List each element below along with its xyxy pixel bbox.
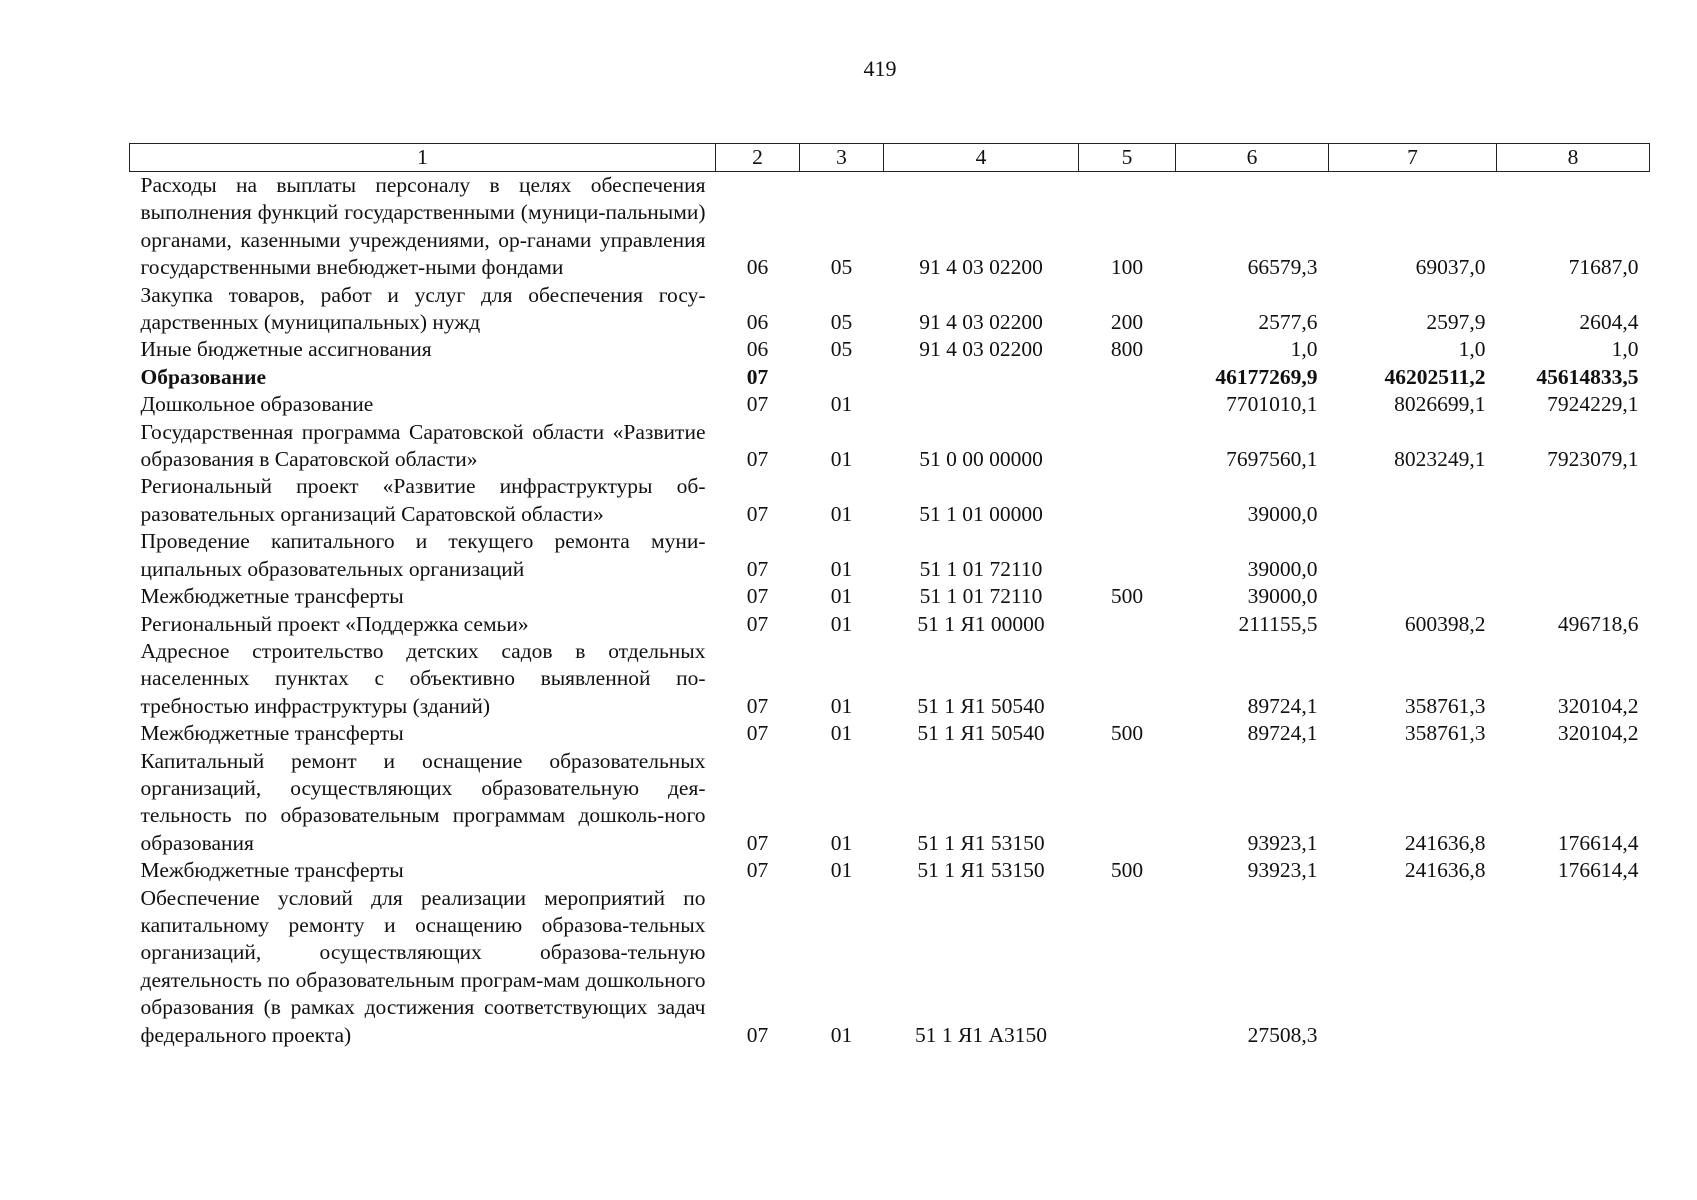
row-name: Проведение капитального и текущего ремонта муни-ципальных образовательных организаций (140, 529, 706, 581)
row-section: 07 (746, 447, 769, 472)
header-col-2: 2 (716, 144, 800, 172)
header-col-8: 8 (1497, 144, 1650, 172)
table-row (130, 720, 1650, 747)
row-section: 07 (746, 556, 769, 581)
row-target-article: 51 1 Я1 53150 (917, 858, 1045, 883)
row-target-article: 51 1 01 72110 (919, 556, 1043, 581)
header-col-3: 3 (800, 144, 884, 172)
row-expense-type (1079, 528, 1176, 583)
row-subsection: 01 (830, 584, 853, 609)
row-value-7 (1329, 528, 1497, 583)
row-subsection: 01 (830, 556, 853, 581)
header-col-1: 1 (130, 144, 716, 172)
row-value-6: 66579,3 (1247, 255, 1318, 280)
row-target-article: 91 4 03 02200 (919, 255, 1043, 280)
table-row (130, 611, 1650, 638)
header-col-4: 4 (884, 144, 1079, 172)
table-row (130, 638, 1650, 720)
row-expense-type (1079, 611, 1176, 638)
row-value-8 (1497, 528, 1650, 583)
row-target-article: 91 4 03 02200 (919, 337, 1043, 362)
table-row (130, 391, 1650, 418)
row-expense-type: 200 (1110, 310, 1144, 335)
row-subsection: 01 (830, 721, 853, 746)
row-value-8: 320104,2 (1557, 721, 1639, 746)
row-value-8: 176614,4 (1557, 858, 1639, 883)
row-value-7 (1329, 583, 1497, 610)
row-value-8 (1497, 583, 1650, 610)
row-expense-type: 500 (1110, 858, 1144, 883)
row-section: 07 (746, 830, 769, 855)
row-subsection: 01 (830, 501, 853, 526)
row-expense-type: 500 (1110, 584, 1144, 609)
row-name: Региональный проект «Развитие инфраструктуры об-разовательных организаций Саратовской области» (140, 474, 706, 526)
row-name: Государственная программа Саратовской области «Развитие образования в Саратовской области» (140, 419, 706, 472)
row-value-8: 496718,6 (1557, 611, 1639, 636)
row-name: Закупка товаров, работ и услуг для обеспечения госу-дарственных (муниципальных) нужд (140, 282, 706, 335)
row-subsection: 01 (830, 447, 853, 472)
row-value-6: 46177269,9 (1215, 364, 1318, 389)
row-expense-type (1079, 885, 1176, 1049)
header-col-6: 6 (1176, 144, 1329, 172)
table-body (130, 172, 1650, 1050)
table-header (130, 144, 1650, 172)
row-value-8: 320104,2 (1557, 693, 1639, 718)
row-value-8 (1497, 885, 1650, 1049)
row-value-7: 241636,8 (1404, 858, 1486, 883)
row-name: Межбюджетные трансферты (140, 584, 404, 609)
row-value-6: 7697560,1 (1226, 447, 1318, 472)
row-value-7: 600398,2 (1404, 611, 1486, 636)
row-target-article: 51 1 Я1 53150 (917, 830, 1045, 855)
table-row (130, 172, 1650, 282)
table-row (130, 748, 1650, 858)
row-section: 07 (746, 1022, 769, 1047)
row-target-article (884, 364, 1079, 391)
row-name: Образование (140, 364, 267, 389)
row-target-article (884, 391, 1079, 418)
row-value-6: 211155,5 (1238, 611, 1318, 636)
row-expense-type (1079, 364, 1176, 391)
row-expense-type (1079, 748, 1176, 858)
header-col-7: 7 (1329, 144, 1497, 172)
table-row (130, 364, 1650, 391)
row-value-8: 2604,4 (1579, 310, 1639, 335)
row-target-article: 51 1 Я1 50540 (917, 693, 1045, 718)
table-row (130, 528, 1650, 583)
table-row (130, 336, 1650, 363)
row-value-6: 89724,1 (1247, 693, 1318, 718)
table-row (130, 857, 1650, 884)
row-value-6: 89724,1 (1247, 721, 1318, 746)
row-subsection: 05 (830, 337, 853, 362)
row-value-7 (1329, 473, 1497, 528)
row-name: Дошкольное образование (140, 392, 374, 417)
row-value-7: 358761,3 (1404, 721, 1486, 746)
row-section: 06 (746, 255, 769, 280)
row-value-6: 27508,3 (1247, 1022, 1318, 1047)
row-section: 06 (746, 310, 769, 335)
row-section: 07 (746, 693, 769, 718)
row-name: Капитальный ремонт и оснащение образовательных организаций, осуществляющих образовательную дея-тельность по образовательным программам дошколь-ного образования (140, 748, 706, 855)
row-name: Обеспечение условий для реализации мероприятий по капитальному ремонту и оснащению образова-тельных организаций, осуществляющих образова-тельную деятельность по образовательным програм-мам дошкольного образования (в рамках достижения соответствующих задач федерального проекта) (140, 885, 706, 1047)
row-value-8: 7923079,1 (1547, 447, 1639, 472)
page-number: 419 (863, 56, 897, 81)
row-expense-type: 800 (1110, 337, 1144, 362)
row-target-article: 51 1 Я1 А3150 (915, 1022, 1047, 1047)
row-name: Межбюджетные трансферты (140, 858, 404, 883)
row-value-6: 1,0 (1290, 337, 1318, 362)
row-expense-type (1079, 419, 1176, 474)
row-section: 07 (746, 501, 769, 526)
budget-table (129, 143, 1650, 1049)
row-value-7: 2597,9 (1426, 310, 1486, 335)
row-subsection: 01 (830, 830, 853, 855)
row-name: Региональный проект «Поддержка семьи» (140, 611, 529, 636)
row-value-6: 7701010,1 (1226, 392, 1318, 417)
row-target-article: 51 0 00 00000 (919, 447, 1043, 472)
row-value-7 (1329, 885, 1497, 1049)
row-value-7: 8023249,1 (1394, 447, 1486, 472)
row-section: 06 (746, 337, 769, 362)
table-row (130, 583, 1650, 610)
row-name: Адресное строительство детских садов в отдельных населенных пунктах с объективно выявленной по-требностью инфраструктуры (зданий) (140, 638, 706, 718)
row-value-7: 1,0 (1458, 337, 1486, 362)
row-value-7: 69037,0 (1415, 255, 1486, 280)
row-value-8: 1,0 (1611, 337, 1639, 362)
row-target-article: 51 1 01 00000 (919, 501, 1043, 526)
row-section: 07 (746, 721, 769, 746)
row-target-article: 51 1 Я1 00000 (917, 611, 1045, 636)
row-subsection: 05 (830, 310, 853, 335)
row-value-6: 2577,6 (1258, 310, 1318, 335)
row-value-6: 93923,1 (1247, 830, 1318, 855)
row-value-8 (1497, 473, 1650, 528)
row-subsection: 01 (830, 1022, 853, 1047)
row-value-7: 8026699,1 (1394, 392, 1486, 417)
row-value-6: 39000,0 (1247, 556, 1318, 581)
row-expense-type (1079, 391, 1176, 418)
row-section: 07 (746, 611, 769, 636)
row-expense-type: 100 (1110, 255, 1144, 280)
row-value-6: 39000,0 (1247, 501, 1318, 526)
row-value-6: 39000,0 (1247, 584, 1318, 609)
row-expense-type: 500 (1110, 721, 1144, 746)
row-name: Расходы на выплаты персоналу в целях обеспечения выполнения функций государственными (муници-пальными) органами, казенными учреждениями, ор-ганами управления государственными внебюджет-ными фондами (140, 173, 706, 280)
row-value-8: 176614,4 (1557, 830, 1639, 855)
row-subsection: 01 (830, 858, 853, 883)
row-subsection: 01 (830, 611, 853, 636)
table-row (130, 282, 1650, 337)
row-value-6: 93923,1 (1247, 858, 1318, 883)
row-section: 07 (746, 364, 769, 389)
table-row (130, 419, 1650, 474)
row-value-7: 241636,8 (1404, 830, 1486, 855)
row-name: Межбюджетные трансферты (140, 721, 404, 746)
row-value-8: 71687,0 (1568, 255, 1639, 280)
row-target-article: 51 1 Я1 50540 (917, 721, 1045, 746)
header-row (130, 144, 1650, 172)
row-subsection: 01 (830, 392, 853, 417)
header-col-5: 5 (1079, 144, 1176, 172)
row-target-article: 91 4 03 02200 (919, 310, 1043, 335)
row-value-7: 358761,3 (1404, 693, 1486, 718)
row-section: 07 (746, 858, 769, 883)
row-expense-type (1079, 638, 1176, 720)
row-value-8: 7924229,1 (1547, 392, 1639, 417)
row-value-8: 45614833,5 (1536, 364, 1639, 389)
row-subsection: 01 (830, 693, 853, 718)
row-section: 07 (746, 584, 769, 609)
row-name: Иные бюджетные ассигнования (140, 337, 432, 362)
row-value-7: 46202511,2 (1384, 364, 1486, 389)
table-row (130, 885, 1650, 1049)
row-section: 07 (746, 392, 769, 417)
table-row (130, 473, 1650, 528)
row-expense-type (1079, 473, 1176, 528)
row-subsection: 05 (830, 255, 853, 280)
row-subsection (800, 364, 884, 391)
row-target-article: 51 1 01 72110 (919, 584, 1043, 609)
